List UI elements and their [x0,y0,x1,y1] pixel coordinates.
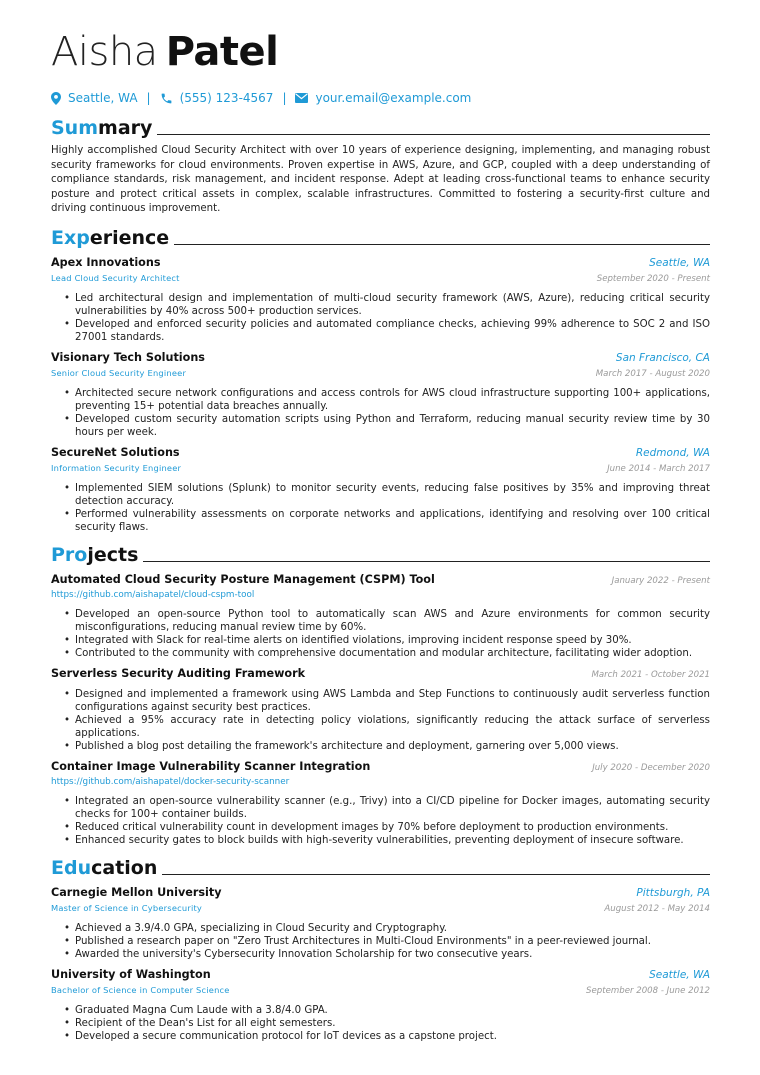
company-name: Visionary Tech Solutions [51,350,205,364]
experience-section [51,225,710,534]
title-highlight: Exp [51,226,90,249]
title-highlight: Edu [51,856,92,879]
section-title [51,116,152,140]
bullet-item: • Published a research paper on "Zero Trust Architectures in Multi-Cloud Environments" in a peer-reviewed journal. [75,935,710,948]
bullet-item: • Developed an open-source Python tool to automatically scan AWS and Azure environments for common security misconfigurations, reducing manual review time by 60%. [75,608,710,634]
envelope-icon [295,93,308,103]
bullet-item: • Recipient of the Dean's List for all eight semesters. [75,1017,710,1030]
company-name: SecureNet Solutions [51,445,180,459]
job-role: Lead Cloud Security Architect [51,272,180,283]
school-location: Seattle, WA [649,968,710,981]
job-location: San Francisco, CA [615,351,710,364]
experience-entry [51,350,710,439]
bullet-item: • Graduated Magna Cum Laude with a 3.8/4.0 GPA. [75,1004,710,1017]
bullet-item: • Performed vulnerability assessments on corporate networks and applications, identifying and resolving over 100 critical security flaws. [75,508,710,534]
project-name: Serverless Security Auditing Framework [51,666,306,680]
location-text: Seattle, WA [68,91,138,105]
job-dates: June 2014 - March 2017 [607,463,710,474]
section-divider [143,561,710,562]
bullet-list [51,387,710,439]
title-rest: mary [98,117,153,139]
bullet-item: • Architected secure network configurations and access controls for AWS cloud infrastructure supporting 100+ applications, preventing 15+ potential data breaches annually. [75,387,710,413]
bullet-item: • Achieved a 95% accuracy rate in detecting policy violations, significantly reducing the attack surface of serverless applications. [75,714,710,740]
bullet-item: • Integrated an open-source vulnerability scanner (e.g., Trivy) into a CI/CD pipeline for Docker images, automating security checks for 100+ container builds. [75,795,710,821]
bullet-list [51,1004,710,1043]
school-name: University of Washington [51,967,211,981]
email-link[interactable]: your.email@example.com [315,91,472,105]
bullet-list [51,922,710,961]
experience-entry [51,255,710,344]
project-dates: January 2022 - Present [611,575,710,586]
bullet-item: • Implemented SIEM solutions (Splunk) to monitor security events, reducing false positives by 35% and improving threat detection accuracy. [75,482,710,508]
bullet-item: • Achieved a 3.9/4.0 GPA, specializing in Cloud Security and Cryptography. [75,922,710,935]
map-pin-icon [51,92,61,105]
summary-section [51,115,710,217]
job-location: Redmond, WA [635,446,710,459]
bullet-item: • Enhanced security gates to block builds with high-severity vulnerabilities, preventing deployment of insecure software. [75,834,710,847]
project-entry [51,572,710,660]
title-rest: jects [87,543,139,566]
education-entry [51,885,710,961]
section-header [51,855,710,880]
title-highlight: Sum [51,117,99,139]
section-title [51,543,138,567]
candidate-name [51,28,710,76]
bullet-list [51,608,710,660]
bullet-item: • Published a blog post detailing the framework's architecture and deployment, garnering over 5,000 views. [75,740,710,753]
phone-text: (555) 123-4567 [179,91,274,105]
title-rest: erience [89,226,170,249]
bullet-list [51,688,710,753]
bullet-item: • Led architectural design and implementation of multi-cloud security framework (AWS, Azure), reducing critical security vulnerabilities by 40% across 500+ production services. [75,292,710,318]
job-location: Seattle, WA [649,256,710,269]
title-rest: cation [91,856,158,879]
bullet-item: • Developed custom security automation scripts using Python and Terraform, reducing manual security review time by 30 hours per week. [75,413,710,439]
email-item[interactable] [295,91,471,105]
bullet-list [51,482,710,534]
phone-item[interactable] [160,91,274,105]
experience-list [51,255,710,534]
bullet-item: • Designed and implemented a framework using AWS Lambda and Step Functions to continuously audit serverless function configurations against security best practices. [75,688,710,714]
bullet-list [51,292,710,344]
project-link[interactable]: https://github.com/aishapatel/docker-security-scanner [51,776,290,787]
section-title [51,226,169,250]
contact-separator: | [282,91,287,105]
first-name: Aisha [51,29,158,75]
project-dates: March 2021 - October 2021 [591,669,710,680]
project-list [51,572,710,847]
bullet-item: • Developed and enforced security policies and automated compliance checks, achieving 99% adherence to SOC 2 and ISO 27001 standards. [75,318,710,344]
projects-section [51,542,710,847]
bullet-list [51,795,710,847]
bullet-item: • Developed a secure communication protocol for IoT devices as a capstone project. [75,1030,710,1043]
job-role: Senior Cloud Security Engineer [51,367,187,378]
job-dates: September 2020 - Present [596,273,710,284]
school-location: Pittsburgh, PA [636,886,710,899]
school-name: Carnegie Mellon University [51,885,222,899]
project-name: Automated Cloud Security Posture Management (CSPM) Tool [51,572,435,586]
education-section [51,855,710,1043]
last-name: Patel [165,29,279,75]
title-highlight: Pro [51,543,88,566]
phone-icon [160,92,173,105]
bullet-item: • Integrated with Slack for real-time alerts on identified violations, improving incident response speed by 30%. [75,634,710,647]
project-name: Container Image Vulnerability Scanner Integration [51,759,371,773]
education-dates: September 2008 - June 2012 [586,985,710,996]
section-header [51,115,710,140]
company-name: Apex Innovations [51,255,161,269]
degree-name: Bachelor of Science in Computer Science [51,984,230,995]
project-entry [51,759,710,847]
degree-name: Master of Science in Cybersecurity [51,902,203,913]
project-link[interactable]: https://github.com/aishapatel/cloud-cspm-tool [51,589,255,600]
education-dates: August 2012 - May 2014 [604,903,710,914]
experience-entry [51,445,710,534]
bullet-item: • Contributed to the community with comprehensive documentation and modular architecture, facilitating wider adoption. [75,647,710,660]
job-dates: March 2017 - August 2020 [595,368,710,379]
education-entry [51,967,710,1043]
section-divider [162,874,710,875]
contact-bar [51,89,710,107]
project-entry [51,666,710,753]
section-title [51,856,157,880]
location-item [51,91,138,105]
education-list [51,885,710,1043]
job-role: Information Security Engineer [51,462,182,473]
contact-separator: | [146,91,151,105]
bullet-item: • Awarded the university's Cybersecurity Innovation Scholarship for two consecutive years. [75,948,710,961]
section-header [51,225,710,250]
project-dates: July 2020 - December 2020 [592,762,710,773]
section-divider [157,134,710,135]
section-header [51,542,710,567]
section-divider [174,244,710,245]
summary-text: Highly accomplished Cloud Security Architect with over 10 years of experience designing, implementing, and managing robust security frameworks for cloud environments. Proven expertise in AWS, Azure, and GCP, coupled with a deep understanding of compliance standards, risk management, and incident response. Adept at leading cross-functional teams to enhance security posture and protect critical assets in complex, scalable infrastructures. Committed to fostering a security-first culture and driving continuous improvement. [51,145,710,215]
bullet-item: • Reduced critical vulnerability count in development images by 70% before deployment to production environments. [75,821,710,834]
